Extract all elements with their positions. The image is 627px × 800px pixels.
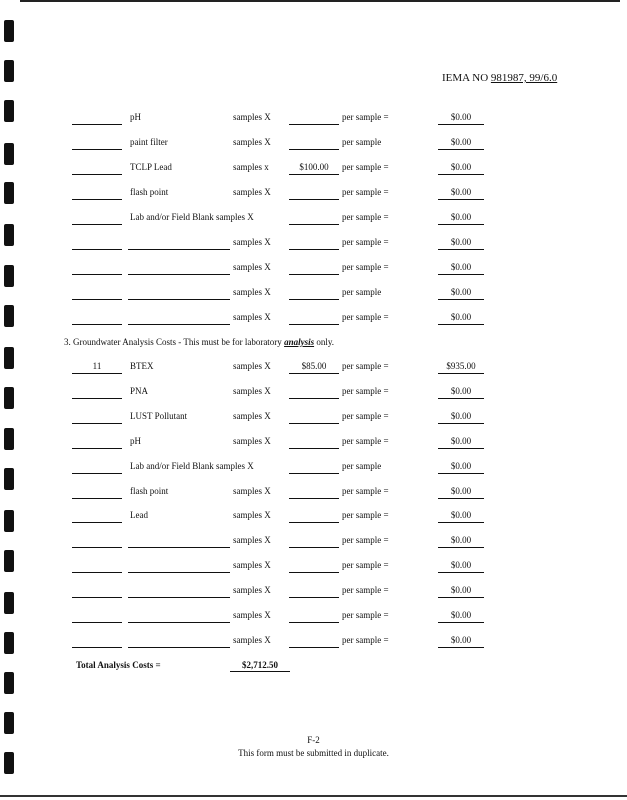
price-blank xyxy=(289,249,339,250)
cost-value: $0.00 xyxy=(450,460,472,471)
price-blank xyxy=(289,547,339,548)
cost-row xyxy=(0,162,627,180)
quantity-blank xyxy=(72,647,122,648)
analyte-label: paint filter xyxy=(130,137,168,147)
cost-blank xyxy=(438,249,484,250)
binder-hole-mark xyxy=(4,20,14,42)
analyte-label: flash point xyxy=(130,485,169,496)
analyte-label: flash point xyxy=(130,187,169,197)
price-blank xyxy=(289,124,339,125)
analyte-blank xyxy=(128,547,230,548)
quantity-blank xyxy=(72,373,122,374)
per-sample-label: per sample xyxy=(342,137,382,147)
cost-row xyxy=(0,312,627,330)
cost-blank xyxy=(438,124,484,125)
per-sample-label: per sample = xyxy=(342,485,389,496)
per-sample-label: per sample = xyxy=(342,634,389,645)
samples-label: samples X xyxy=(233,385,271,396)
quantity-value: 11 xyxy=(92,361,102,371)
quantity-blank xyxy=(72,448,122,449)
cost-blank xyxy=(438,299,484,300)
cost-blank xyxy=(438,398,484,399)
iema-number xyxy=(442,72,557,84)
cost-value: $0.00 xyxy=(450,212,472,222)
cost-row xyxy=(0,535,627,553)
samples-label: samples x xyxy=(233,162,269,172)
total-label: Total Analysis Costs = xyxy=(76,660,161,670)
samples-label: samples X xyxy=(233,610,271,620)
quantity-blank xyxy=(72,199,122,200)
analyte-label: pH xyxy=(130,112,141,122)
section-title: Groundwater Analysis Costs - This must be for laboratory xyxy=(73,337,282,347)
price-value: $100.00 xyxy=(299,162,329,172)
quantity-blank xyxy=(72,299,122,300)
samples-label: samples X xyxy=(233,237,271,247)
cost-value: $935.00 xyxy=(446,361,476,371)
per-sample-label: per sample = xyxy=(342,410,389,421)
cost-row xyxy=(0,361,627,379)
analyte-blank xyxy=(128,324,230,325)
per-sample-label: per sample = xyxy=(342,262,389,272)
quantity-blank xyxy=(72,522,122,523)
price-blank xyxy=(289,174,339,175)
binder-hole-mark xyxy=(4,60,14,82)
per-sample-label: per sample xyxy=(342,287,382,297)
cost-row xyxy=(0,386,627,404)
quantity-blank xyxy=(72,174,122,175)
samples-label: samples X xyxy=(233,485,271,496)
per-sample-label: per sample = xyxy=(342,112,389,122)
cost-blank xyxy=(438,199,484,200)
cost-blank xyxy=(438,597,484,598)
cost-value: $0.00 xyxy=(450,187,472,197)
quantity-blank xyxy=(72,398,122,399)
per-sample-label: per sample = xyxy=(342,361,389,371)
samples-label: samples X xyxy=(233,560,271,571)
cost-value: $0.00 xyxy=(450,287,472,297)
samples-label: samples X xyxy=(233,137,271,147)
samples-label: samples X xyxy=(233,361,271,371)
cost-value: $0.00 xyxy=(450,485,472,496)
analyte-blank xyxy=(128,622,230,623)
price-blank xyxy=(289,398,339,399)
samples-label: samples X xyxy=(233,187,271,197)
price-blank xyxy=(289,448,339,449)
cost-value: $0.00 xyxy=(450,410,472,421)
binder-hole-mark xyxy=(4,712,14,734)
analyte-label: LUST Pollutant xyxy=(130,410,188,421)
price-blank xyxy=(289,522,339,523)
quantity-blank xyxy=(72,423,122,424)
price-blank xyxy=(289,473,339,474)
cost-value: $0.00 xyxy=(450,112,472,122)
cost-value: $0.00 xyxy=(450,610,472,620)
samples-label: samples X xyxy=(233,262,271,272)
analyte-label: Lab and/or Field Blank samples X xyxy=(130,212,254,222)
cost-blank xyxy=(438,547,484,548)
cost-value: $0.00 xyxy=(450,312,472,322)
cost-blank xyxy=(438,498,484,499)
analyte-blank xyxy=(128,572,230,573)
samples-label: samples X xyxy=(233,287,271,297)
cost-value: $0.00 xyxy=(450,560,472,571)
quantity-blank xyxy=(72,124,122,125)
analyte-blank xyxy=(128,299,230,300)
cost-value: $0.00 xyxy=(450,634,472,645)
quantity-blank xyxy=(72,597,122,598)
cost-blank xyxy=(438,274,484,275)
per-sample-label: per sample = xyxy=(342,212,389,222)
cost-value: $0.00 xyxy=(450,237,472,247)
cost-value: $0.00 xyxy=(450,535,472,546)
section-3-heading xyxy=(64,337,334,347)
cost-blank xyxy=(438,373,484,374)
cost-row xyxy=(0,461,627,479)
cost-blank xyxy=(438,448,484,449)
cost-value: $0.00 xyxy=(450,262,472,272)
analyte-label: Lab and/or Field Blank samples X xyxy=(130,460,254,471)
iema-label: IEMA NO xyxy=(442,72,489,84)
per-sample-label: per sample = xyxy=(342,385,389,396)
cost-row xyxy=(0,237,627,255)
cost-row xyxy=(0,212,627,230)
quantity-blank xyxy=(72,622,122,623)
samples-label: samples X xyxy=(233,510,271,521)
analyte-blank xyxy=(128,647,230,648)
per-sample-label: per sample = xyxy=(342,237,389,247)
price-blank xyxy=(289,299,339,300)
price-blank xyxy=(289,199,339,200)
cost-blank xyxy=(438,473,484,474)
cost-blank xyxy=(438,224,484,225)
price-blank xyxy=(289,647,339,648)
per-sample-label: per sample = xyxy=(342,162,389,172)
quantity-blank xyxy=(72,572,122,573)
per-sample-label: per sample = xyxy=(342,435,389,446)
cost-value: $0.00 xyxy=(450,385,472,396)
cost-row xyxy=(0,486,627,504)
section-number: 3. xyxy=(64,337,71,347)
per-sample-label: per sample = xyxy=(342,187,389,197)
price-blank xyxy=(289,224,339,225)
cost-value: $0.00 xyxy=(450,510,472,521)
price-blank xyxy=(289,373,339,374)
analyte-label: TCLP Lead xyxy=(130,162,172,172)
samples-label: samples X xyxy=(233,435,271,446)
iema-number-value: 981987, 99/6.0 xyxy=(490,72,558,84)
price-blank xyxy=(289,622,339,623)
samples-label: samples X xyxy=(233,112,271,122)
price-value: $85.00 xyxy=(301,361,327,371)
section-emphasis: analysis xyxy=(284,337,315,347)
cost-blank xyxy=(438,622,484,623)
cost-blank xyxy=(438,423,484,424)
analyte-blank xyxy=(128,249,230,250)
cost-row xyxy=(0,411,627,429)
cost-row xyxy=(0,187,627,205)
cost-row xyxy=(0,287,627,305)
per-sample-label: per sample = xyxy=(342,312,389,322)
duplicate-note: This form must be submitted in duplicate. xyxy=(238,748,389,758)
analyte-label: pH xyxy=(130,435,141,446)
analyte-blank xyxy=(128,274,230,275)
per-sample-label: per sample = xyxy=(342,560,389,571)
binder-hole-mark xyxy=(4,672,14,694)
cost-row xyxy=(0,436,627,454)
cost-blank xyxy=(438,647,484,648)
cost-row xyxy=(0,262,627,280)
page-number: F-2 xyxy=(307,735,320,745)
top-edge-line xyxy=(20,0,620,2)
samples-label: samples X xyxy=(233,535,271,546)
quantity-blank xyxy=(72,473,122,474)
price-blank xyxy=(289,572,339,573)
quantity-blank xyxy=(72,249,122,250)
analyte-label: PNA xyxy=(130,385,149,396)
cost-value: $0.00 xyxy=(450,162,472,172)
cost-row xyxy=(0,112,627,130)
cost-blank xyxy=(438,324,484,325)
analyte-blank xyxy=(128,597,230,598)
quantity-blank xyxy=(72,324,122,325)
analyte-label: BTEX xyxy=(130,361,154,371)
cost-value: $0.00 xyxy=(450,585,472,596)
cost-row xyxy=(0,560,627,578)
cost-row xyxy=(0,635,627,653)
cost-row xyxy=(0,137,627,155)
price-blank xyxy=(289,597,339,598)
per-sample-label: per sample = xyxy=(342,585,389,596)
per-sample-label: per sample xyxy=(342,460,382,471)
per-sample-label: per sample = xyxy=(342,510,389,521)
samples-label: samples X xyxy=(233,585,271,596)
price-blank xyxy=(289,423,339,424)
samples-label: samples X xyxy=(233,410,271,421)
per-sample-label: per sample = xyxy=(342,610,389,620)
samples-label: samples X xyxy=(233,634,271,645)
quantity-blank xyxy=(72,149,122,150)
total-value: $2,712.50 xyxy=(230,660,290,672)
cost-row xyxy=(0,585,627,603)
cost-value: $0.00 xyxy=(450,137,472,147)
price-blank xyxy=(289,274,339,275)
price-blank xyxy=(289,149,339,150)
samples-label: samples X xyxy=(233,312,271,322)
section-suffix: only. xyxy=(316,337,334,347)
cost-blank xyxy=(438,572,484,573)
quantity-blank xyxy=(72,224,122,225)
cost-row xyxy=(0,510,627,528)
quantity-blank xyxy=(72,547,122,548)
analyte-label: Lead xyxy=(130,510,148,521)
per-sample-label: per sample = xyxy=(342,535,389,546)
cost-row xyxy=(0,610,627,628)
price-blank xyxy=(289,324,339,325)
cost-blank xyxy=(438,174,484,175)
price-blank xyxy=(289,498,339,499)
cost-blank xyxy=(438,522,484,523)
bottom-edge-line xyxy=(0,795,627,797)
cost-blank xyxy=(438,149,484,150)
cost-value: $0.00 xyxy=(450,435,472,446)
quantity-blank xyxy=(72,498,122,499)
quantity-blank xyxy=(72,274,122,275)
